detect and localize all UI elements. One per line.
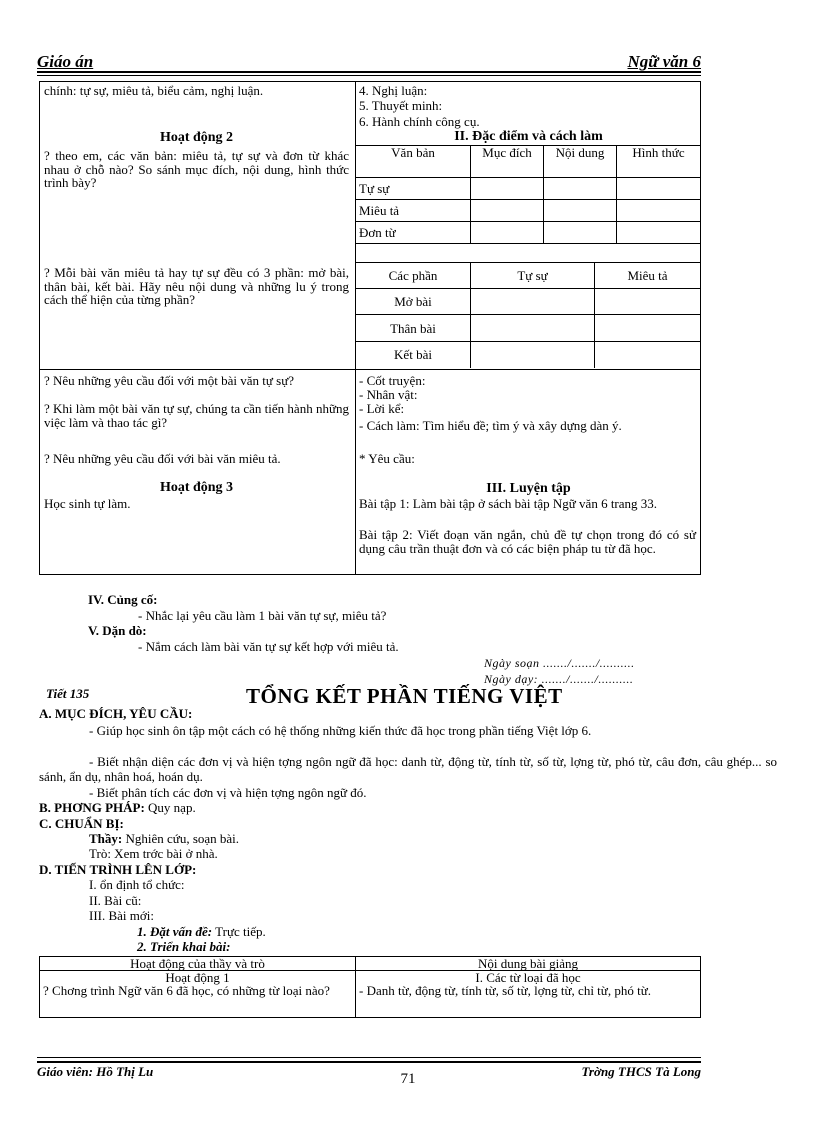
header-rule-thin bbox=[37, 75, 701, 76]
intro-text: chính: tự sự, miêu tả, biểu cảm, nghị luận. bbox=[44, 83, 264, 98]
prep-date: Ngày soạn ......./......./.......... bbox=[484, 656, 635, 670]
parts-header: Các phần bbox=[356, 263, 471, 289]
question-parts: ? Mỗi bài văn miêu tả hay tự sự đều có 3 phần: mở bài, thân bài, kết bài. Hãy nêu nội dung và những lu ý trong cách thể hiện của từng phần? bbox=[44, 265, 349, 307]
homework-text: - Nắm cách làm bài văn tự sự kết hợp với miêu tả. bbox=[138, 639, 399, 654]
activity-1-cell bbox=[40, 971, 356, 1018]
parts-header-narrative: Tự sự bbox=[471, 263, 595, 289]
activity-3-title: Hoạt động 3 bbox=[159, 480, 234, 495]
features-header-content: Nội dung bbox=[544, 146, 617, 178]
question-descriptive-req: ? Nêu những yêu cầu đối với bài văn miêu tả. bbox=[44, 451, 281, 466]
features-header-text: Văn bản bbox=[356, 146, 471, 178]
teach-date: Ngày dạy: ......./......./.......... bbox=[484, 672, 634, 686]
activity-1-question: ? Chơng trình Ngữ văn 6 đã học, có những từ loại nào? bbox=[43, 983, 330, 998]
row-divider bbox=[39, 369, 701, 370]
activity-1-title: Hoạt động 1 bbox=[165, 970, 230, 985]
narration-item: - Lời kể: bbox=[359, 401, 405, 416]
lesson-number: Tiết 135 bbox=[46, 686, 90, 701]
teacher-text: Nghiên cứu, soạn bài. bbox=[122, 831, 240, 846]
school-name: Trờng THCS Tà Long bbox=[581, 1064, 701, 1079]
parts-table bbox=[355, 262, 701, 368]
student-prep: Trò: Xem trớc bài ở nhà. bbox=[89, 846, 218, 861]
teacher-prep bbox=[89, 832, 239, 846]
text-type-6: 6. Hành chính công cụ. bbox=[359, 114, 480, 129]
page-number: 71 bbox=[400, 1071, 416, 1087]
footer-rule bbox=[37, 1061, 701, 1063]
section-d-title: D. TIẾN TRÌNH LÊN LỚP: bbox=[39, 862, 197, 877]
section-3-title: III. Luyện tập bbox=[486, 481, 571, 496]
header-left: Giáo án bbox=[37, 52, 94, 71]
question-compare: ? theo em, các văn bản: miêu tả, tự sự và đơn từ khác nhau ở chỗ nào? So sánh mục đích, nội dung, hình thức trình bày? bbox=[44, 148, 349, 190]
exercise-2: Bài tập 2: Viết đoạn văn ngắn, chủ đề tự chọn trong đó có sử dụng câu trần thuật đơn và có các biện pháp tu từ đã học. bbox=[359, 527, 696, 556]
section-2-title: II. Đặc điểm và cách làm bbox=[454, 129, 603, 144]
exercise-1: Bài tập 1: Làm bài tập ở sách bài tập Ngữ văn 6 trang 33. bbox=[359, 496, 658, 511]
word-types-text: - Danh từ, động từ, tính từ, số từ, lợng từ, chỉ từ, phó từ. bbox=[359, 983, 651, 998]
objective-1: - Giúp học sinh ôn tập một cách có hệ thống những kiến thức đã học trong phần tiếng Việt lớp 6. bbox=[89, 723, 592, 738]
question-narrative-req: ? Nêu những yêu cầu đối với một bài văn tự sự? bbox=[44, 373, 295, 388]
step-3-1 bbox=[137, 925, 266, 939]
features-table bbox=[355, 145, 701, 263]
consolidation-title: IV. Củng cố: bbox=[88, 592, 158, 607]
word-types-cell bbox=[356, 971, 701, 1018]
step-3-1-label: 1. Đặt vấn đề: bbox=[137, 924, 213, 939]
step-3: III. Bài mới: bbox=[89, 908, 154, 923]
objective-2: - Biết nhận diện các đơn vị và hiện tợng ngôn ngữ đã học: danh từ, động từ, tính từ, số từ, lợng từ, phó từ, câu đơn, câu ghép... so sánh, ẩn dụ, nhân hoá, hoán dụ. bbox=[39, 754, 777, 784]
objective-3: - Biết phân tích các đơn vị và hiện tợng ngôn ngữ đó. bbox=[89, 785, 367, 800]
plot-item: - Cốt truyện: bbox=[359, 373, 426, 388]
step-3-2: 2. Triển khai bài: bbox=[137, 939, 231, 954]
question-steps: ? Khi làm một bài văn tự sự, chúng ta cần tiến hành những việc làm và thao tác gì? bbox=[44, 401, 349, 430]
teacher-student-activity-header: Hoạt động của thầy và trò bbox=[40, 957, 356, 971]
parts-row-label: Kết bài bbox=[356, 342, 471, 368]
footer-rule-thin bbox=[37, 1057, 701, 1058]
parts-header-descriptive: Miêu tả bbox=[595, 263, 701, 289]
section-c-title: C. CHUẨN BỊ: bbox=[39, 816, 124, 831]
features-header-form: Hình thức bbox=[617, 146, 701, 178]
features-row-label: Miêu tả bbox=[356, 200, 471, 222]
consolidation-text: - Nhắc lại yêu cầu làm 1 bài văn tự sự, miêu tả? bbox=[138, 608, 387, 623]
step-2: II. Bài cũ: bbox=[89, 893, 142, 908]
text-type-5: 5. Thuyết minh: bbox=[359, 98, 443, 113]
features-header-purpose: Mục đích bbox=[471, 146, 544, 178]
activity-2-title: Hoạt động 2 bbox=[159, 130, 234, 145]
text-type-4: 4. Nghị luận: bbox=[359, 83, 428, 98]
section-a-title: A. MỤC ĐÍCH, YÊU CẦU: bbox=[39, 706, 193, 721]
character-item: - Nhân vật: bbox=[359, 387, 418, 402]
parts-row-label: Thân bài bbox=[356, 315, 471, 342]
teacher-label: Thầy: bbox=[89, 831, 123, 846]
lesson-title: TỔNG KẾT PHẦN TIẾNG VIỆT bbox=[246, 684, 563, 708]
requirement-item: * Yêu cầu: bbox=[359, 451, 415, 466]
homework-title: V. Dặn dò: bbox=[88, 623, 147, 638]
teacher-name: Giáo viên: Hồ Thị Lu bbox=[37, 1064, 154, 1079]
step-3-1-text: Trực tiếp. bbox=[212, 924, 266, 939]
header-right: Ngữ văn 6 bbox=[627, 52, 701, 71]
lecture-content-header: Nội dung bài giảng bbox=[356, 957, 701, 971]
section-b-line bbox=[39, 801, 196, 815]
header-rule bbox=[37, 71, 701, 73]
features-row-label: Đơn từ bbox=[356, 222, 471, 244]
parts-row-label: Mở bài bbox=[356, 289, 471, 315]
section-b-text: Quy nạp. bbox=[144, 800, 196, 815]
section-b-title: B. PHƠNG PHÁP: bbox=[39, 800, 145, 815]
method-item: - Cách làm: Tìm hiểu đề; tìm ý và xây dựng dàn ý. bbox=[359, 418, 622, 433]
word-types-title: I. Các từ loại đã học bbox=[475, 970, 581, 985]
features-row-label: Tự sự bbox=[356, 178, 471, 200]
step-1: I. ổn định tổ chức: bbox=[89, 877, 185, 892]
lesson-content-table bbox=[39, 956, 701, 1018]
activity-3-text: Học sinh tự làm. bbox=[44, 496, 131, 511]
